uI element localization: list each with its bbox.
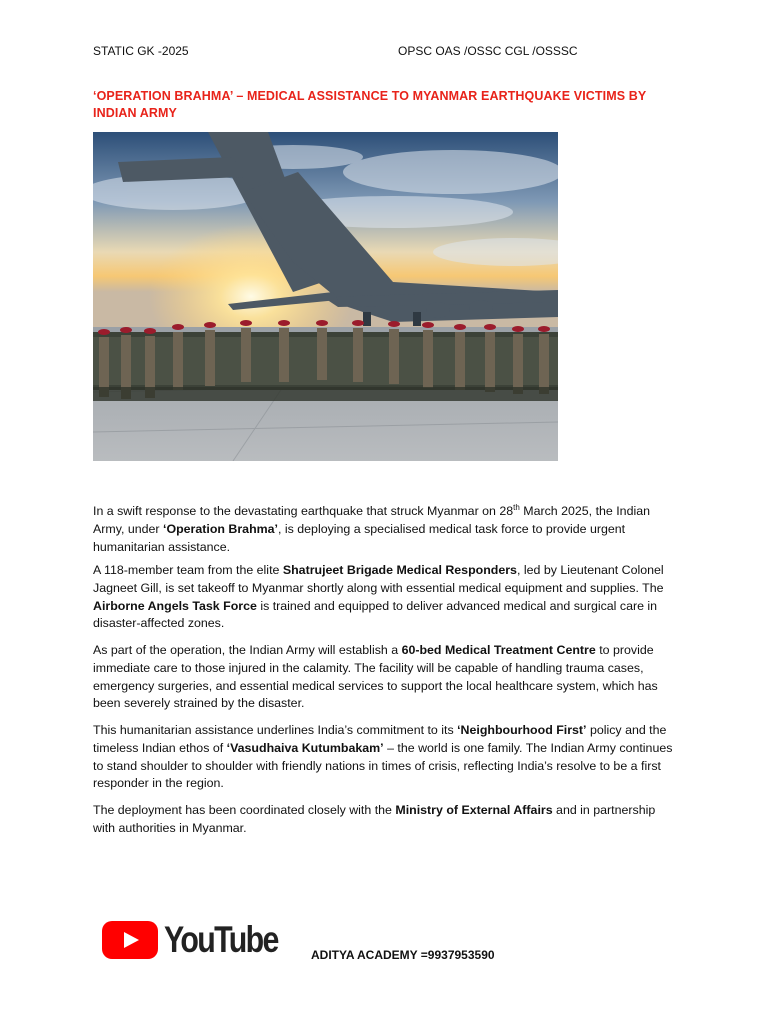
footer-contact: ADITYA ACADEMY =9937953590 xyxy=(311,948,495,962)
youtube-logo xyxy=(102,918,277,962)
header-right: OPSC OAS /OSSC CGL /OSSSC xyxy=(398,44,578,58)
article-photo xyxy=(93,132,558,461)
paragraph-4: This humanitarian assistance underlines India’s commitment to its ‘Neighbourhood First’ policy and the timeless Indian ethos of ‘Vasudhaiva Kutumbakam’ – the world is one family. The Indian Army continues to stand shoulder to shoulder with friendly nations in times of crisis, reflecting India’s resolve to be a first responder in the region. xyxy=(93,723,673,791)
youtube-wordmark: YouTube xyxy=(164,919,278,960)
aircraft-troops-illustration xyxy=(93,132,558,461)
youtube-play-icon xyxy=(102,921,158,959)
paragraph-3: As part of the operation, the Indian Army will establish a 60-bed Medical Treatment Centre to provide immediate care to those injured in the calamity. The facility will be capable of handling trauma cases, emergency surgeries, and essential medical services to support the local healthcare system, which has been severely strained by the disaster. xyxy=(93,643,658,711)
paragraph-5: The deployment has been coordinated closely with the Ministry of External Affairs and in partnership with authorities in Myanmar. xyxy=(93,803,656,835)
paragraph-1: In a swift response to the devastating earthquake that struck Myanmar on 28th March 2025, the Indian Army, under ‘Operation Brahma’, is deploying a specialised medical task force to provide urgent humanitarian assistance. xyxy=(93,503,650,554)
paragraph-2: A 118-member team from the elite Shatrujeet Brigade Medical Responders, led by Lieutenant Colonel Jagneet Gill, is set takeoff to Myanmar shortly along with essential medical equipment and supplies. The Airborne Angels Task Force is trained and equipped to deliver advanced medical and surgical care in disaster-affected zones. xyxy=(93,563,664,631)
header-left: STATIC GK -2025 xyxy=(93,44,189,58)
article-title: ‘OPERATION BRAHMA’ – MEDICAL ASSISTANCE TO MYANMAR EARTHQUAKE VICTIMS BY INDIAN ARMY xyxy=(93,89,647,120)
